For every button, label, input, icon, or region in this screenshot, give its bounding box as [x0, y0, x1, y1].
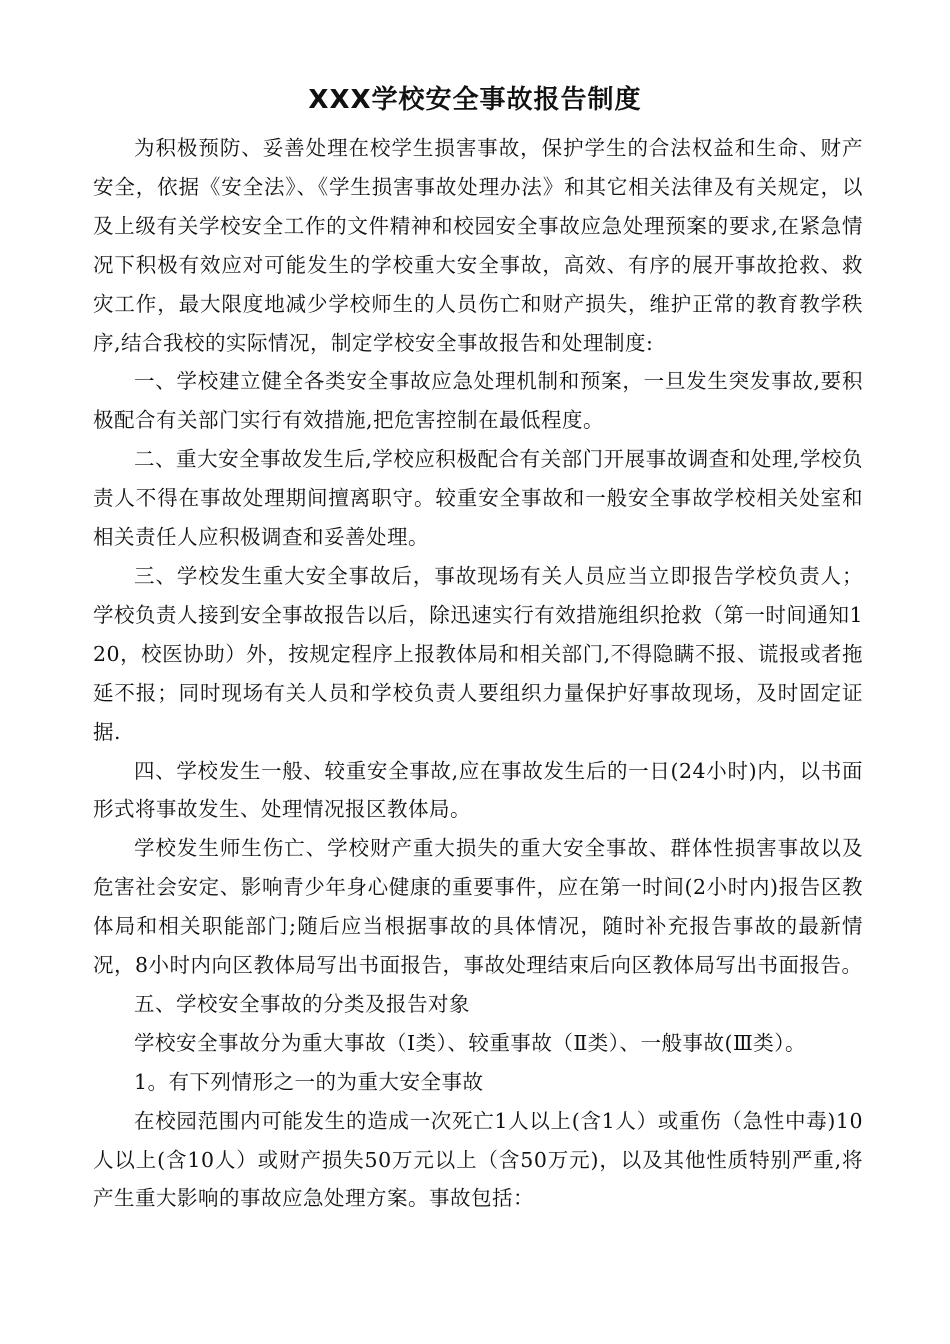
paragraph-item-1: 一、学校建立健全各类安全事故应急处理机制和预案，一旦发生突发事故,要积极配合有关部门实行有效措施,把危害控制在最低程度。	[93, 369, 863, 433]
paragraph-intro: 为积极预防、妥善处理在校学生损害事故，保护学生的合法权益和生命、财产安全，依据《安全法》、《学生损害事故处理办法》和其它相关法律及有关规定，以及上级有关学校安全工作的文件精神和校园安全事故应急处理预案的要求,在紧急情况下积极有效应对可能发生的学校重大安全事故，高效、有序的展开事故抢救、救灾工作，最大限度地减少学校师生的人员伤亡和财产损失，维护正常的教育教学秩序,结合我校的实际情况，制定学校安全事故报告和处理制度:	[93, 136, 863, 355]
paragraph-item-4: 四、学校发生一般、较重安全事故,应在事故发生后的一日(24小时)内，以书面形式将事故发生、处理情况报区教体局。	[93, 758, 863, 822]
document-title: XXX学校安全事故报告制度	[308, 85, 642, 115]
paragraph-subitem-1-heading: 1。有下列情形之一的为重大安全事故	[134, 1069, 484, 1094]
paragraph-item-4-detail: 学校发生师生伤亡、学校财产重大损失的重大安全事故、群体性损害事故以及危害社会安定、影响青少年身心健康的重要事件，应在第一时间(2小时内)报告区教体局和相关职能部门;随后应当根据事故的具体情况，随时补充报告事故的最新情况，8小时内向区教体局写出书面报告，事故处理结束后向区教体局写出书面报告。	[93, 836, 863, 978]
paragraph-item-5-heading: 五、学校安全事故的分类及报告对象	[134, 991, 470, 1016]
document-body	[93, 129, 863, 1218]
paragraph-item-3: 三、学校发生重大安全事故后，事故现场有关人员应当立即报告学校负责人；学校负责人接到安全事故报告以后，除迅速实行有效措施组织抢救（第一时间通知120，校医协助）外，按规定程序上报教体局和相关部门,不得隐瞒不报、谎报或者拖延不报；同时现场有关人员和学校负责人要组织力量保护好事故现场，及时固定证据.	[93, 563, 863, 744]
paragraph-item-5-classes: 学校安全事故分为重大事故（Ⅰ类）、较重事故（Ⅱ类）、一般事故(Ⅲ类）。	[134, 1030, 807, 1055]
paragraph-item-2: 二、重大安全事故发生后,学校应积极配合有关部门开展事故调查和处理,学校负责人不得在事故处理期间擅离职守。较重安全事故和一般安全事故学校相关处室和相关责任人应积极调查和妥善处理。	[93, 447, 863, 550]
paragraph-subitem-1-detail: 在校园范围内可能发生的造成一次死亡1人以上(含1人）或重伤（急性中毒)10人以上(含10人）或财产损失50万元以上（含50万元)，以及其他性质特别严重,将产生重大影响的事故应急处理方案。事故包括：	[93, 1108, 863, 1211]
